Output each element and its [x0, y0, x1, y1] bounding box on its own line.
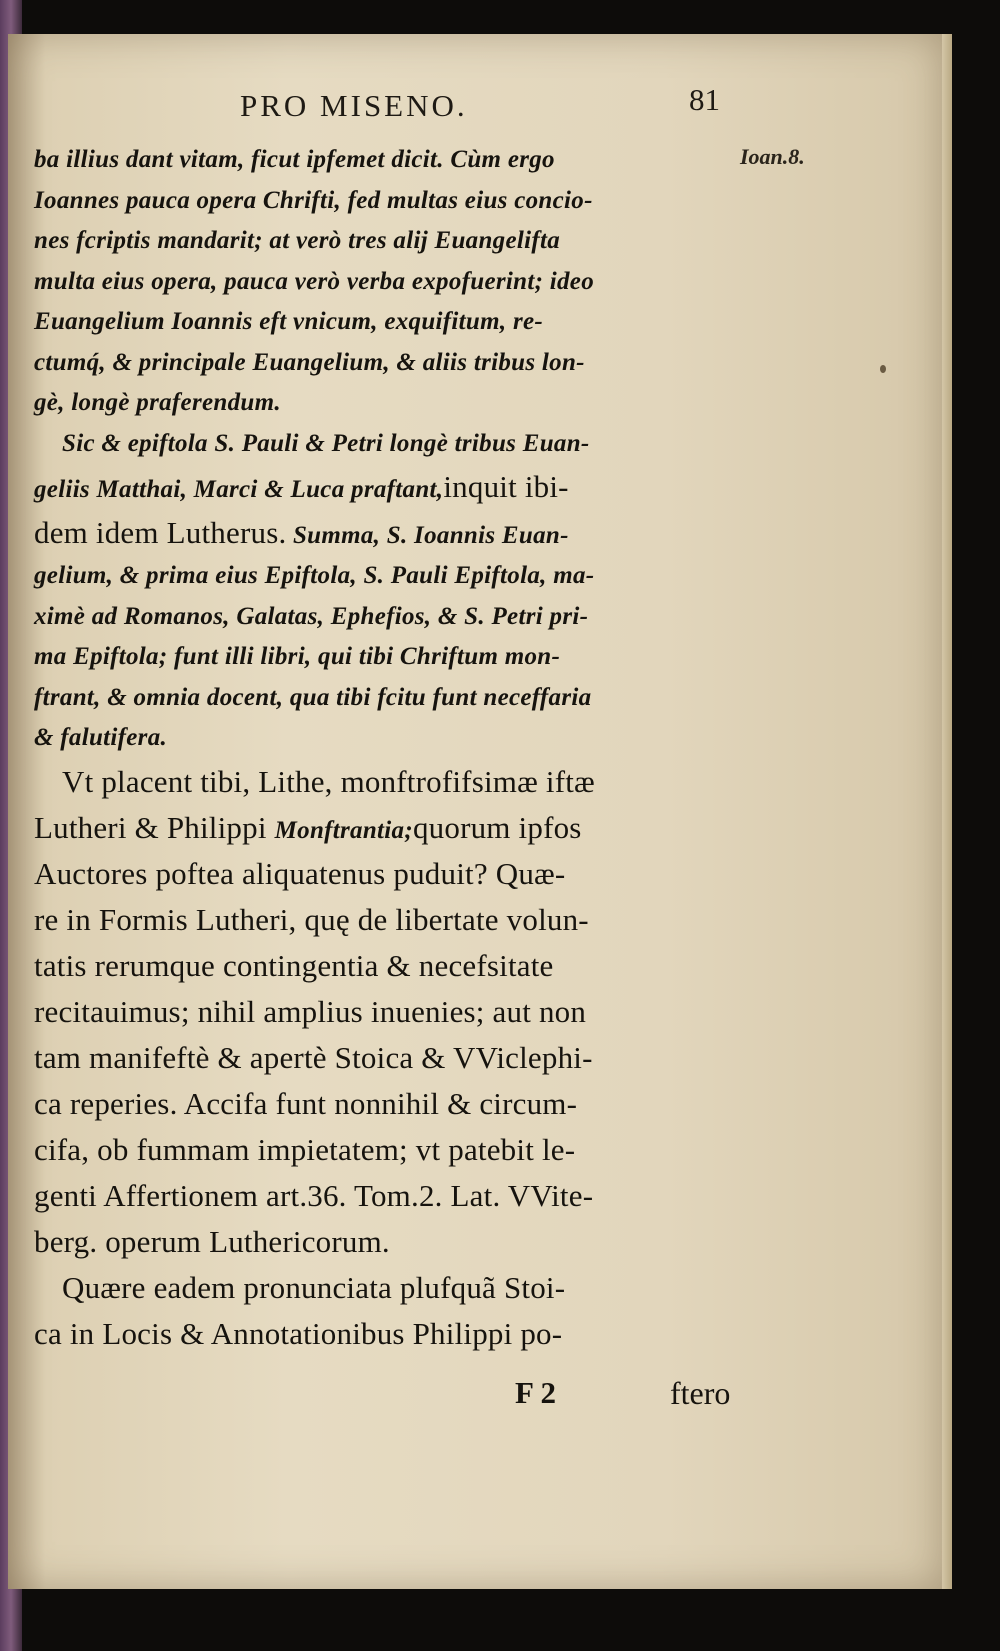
- text-span: ma Epiftola; funt illi libri, qui tibi Chriftum mon-: [34, 643, 561, 670]
- text-span: genti Affertionem art.36. Tom.2. Lat. VVite-: [34, 1177, 594, 1213]
- text-line: [34, 1035, 734, 1081]
- text-span: ca reperies. Accifa funt nonnihil & circum-: [34, 1085, 578, 1121]
- text-span: Euangelium Ioannis eft vnicum, exquifitum, re-: [34, 308, 544, 335]
- signature-mark: F 2: [515, 1375, 557, 1410]
- text-span: gè, longè praferendum.: [34, 389, 281, 416]
- text-span: multa eius opera, pauca verò verba expofuerint; ideo: [34, 267, 594, 295]
- text-span: Auctores poftea aliquatenus puduit? Quæ-: [34, 855, 566, 891]
- text-line: [34, 424, 734, 465]
- text-span: re in Formis Lutheri, quę de libertate volun-: [34, 901, 589, 937]
- text-line: [34, 1127, 734, 1173]
- text-span: ctumq́, & principale Euangelium, & aliis tribus lon-: [34, 348, 585, 376]
- text-line: [34, 343, 734, 384]
- text-line: [34, 805, 734, 851]
- text-span: ftrant, & omnia docent, qua tibi fcitu funt neceffaria: [34, 683, 592, 711]
- text-line: [34, 637, 734, 678]
- text-line: [34, 1219, 734, 1265]
- text-span: Lutheri & Philippi: [34, 809, 275, 845]
- text-line: [34, 181, 734, 222]
- body-text: [34, 140, 734, 1357]
- text-span: berg. operum Luthericorum.: [34, 1223, 390, 1259]
- text-line: [34, 556, 734, 597]
- page-edge: [942, 34, 952, 1589]
- text-span: ximè ad Romanos, Galatas, Ephefios, & S. Petri pri-: [34, 602, 589, 630]
- text-line: [34, 464, 734, 510]
- text-line: [34, 897, 734, 943]
- text-line: [34, 1265, 734, 1311]
- text-line: [34, 1081, 734, 1127]
- text-span: & falutifera.: [34, 724, 168, 751]
- text-line: [34, 140, 734, 181]
- text-span: tam manifeftè & apertè Stoica & VViclephi-: [34, 1039, 593, 1075]
- text-span: ca in Locis & Annotationibus Philippi po-: [34, 1315, 563, 1351]
- text-line: [34, 943, 734, 989]
- text-span: cifa, ob fummam impietatem; vt patebit le-: [34, 1131, 576, 1167]
- text-span: Ioannes pauca opera Chrifti, fed multas eius concio-: [34, 186, 593, 214]
- text-span: gelium, & prima eius Epiftola, S. Pauli Epiftola, ma-: [34, 562, 595, 589]
- text-span: geliis Matthai, Marci & Luca praftant,: [34, 476, 444, 503]
- text-line: [34, 989, 734, 1035]
- text-span: Monftrantia;: [274, 816, 413, 844]
- text-line: [34, 851, 734, 897]
- text-line: [34, 262, 734, 303]
- text-line: [34, 718, 734, 759]
- text-line: [34, 302, 734, 343]
- text-span: inquit ibi-: [443, 469, 569, 504]
- text-line: [34, 678, 734, 719]
- text-span: Summa, S. Ioannis Euan-: [286, 522, 569, 549]
- text-span: ba illius dant vitam, ficut ipfemet dicit. Cùm ergo: [34, 146, 555, 173]
- text-span: nes fcriptis mandarit; at verò tres alij Euangelifta: [34, 227, 561, 254]
- text-span: Vt placent tibi, Lithe, monftrofifsimæ iftæ: [62, 763, 595, 799]
- text-span: Quære eadem pronunciata plufquã Stoi-: [62, 1269, 566, 1305]
- text-line: [34, 597, 734, 638]
- text-line: [34, 1311, 734, 1357]
- text-line: [34, 1173, 734, 1219]
- text-line: [34, 383, 734, 424]
- text-line: [34, 221, 734, 262]
- running-title: PRO MISENO.: [240, 88, 468, 123]
- ink-speck: [880, 365, 886, 373]
- catchword: ftero: [670, 1375, 731, 1411]
- page-number: 81: [689, 82, 720, 117]
- text-span: Sic & epiftola S. Pauli & Petri longè tribus Euan-: [62, 429, 590, 457]
- text-span: tatis rerumque contingentia & necefsitate: [34, 947, 554, 983]
- margin-note: Ioan.8.: [740, 144, 805, 169]
- text-line: [34, 759, 734, 805]
- text-span: recitauimus; nihil amplius inuenies; aut non: [34, 993, 587, 1029]
- page-header: [240, 80, 720, 140]
- text-span: dem idem Lutherus.: [34, 515, 287, 550]
- text-line: [34, 510, 734, 556]
- text-span: quorum ipfos: [412, 809, 582, 845]
